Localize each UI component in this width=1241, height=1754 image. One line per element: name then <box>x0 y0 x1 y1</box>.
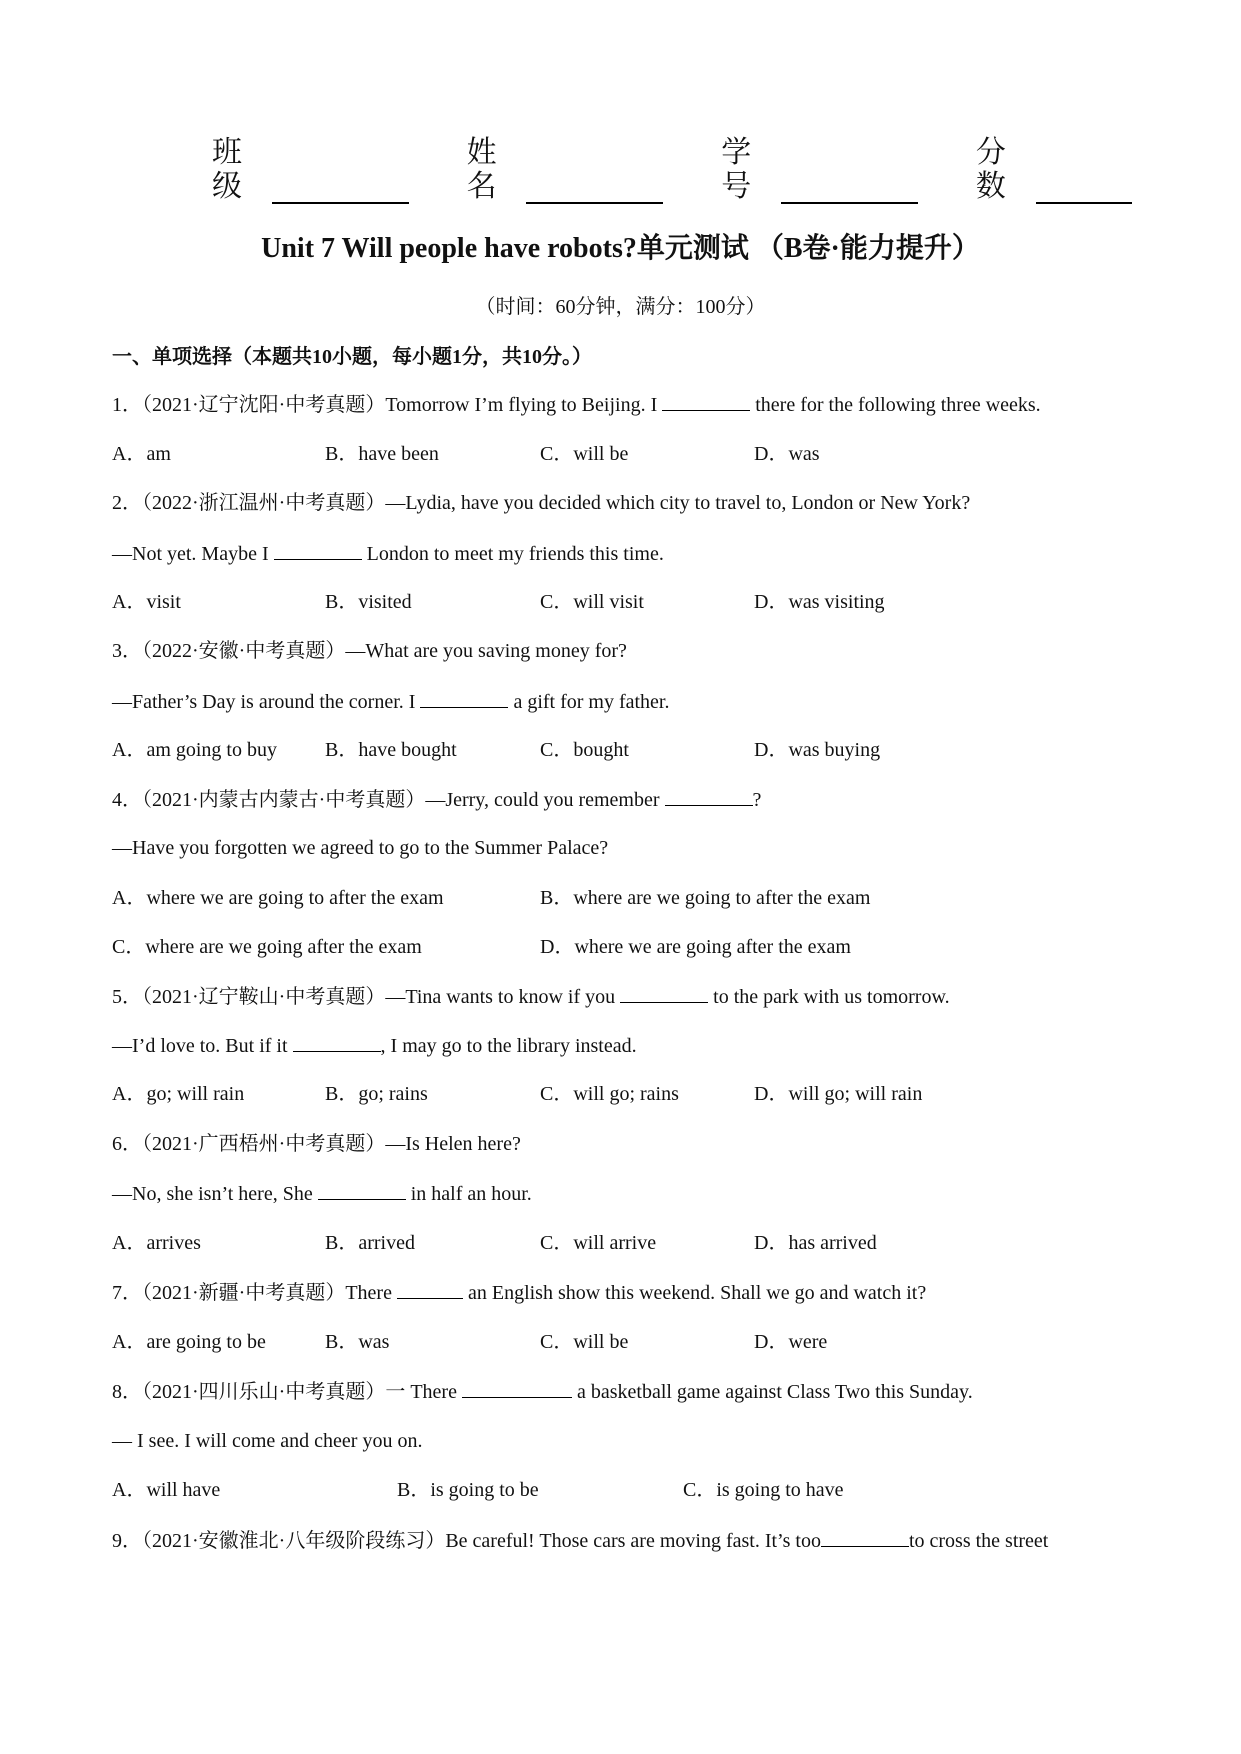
option-d[interactable]: D．where we are going after the exam <box>540 936 851 958</box>
option-b[interactable]: B．where are we going to after the exam <box>540 887 871 909</box>
option-d[interactable]: D．has arrived <box>754 1232 877 1254</box>
question-5 <box>112 982 950 1011</box>
option-c[interactable]: C．will arrive <box>540 1232 657 1254</box>
class-blank[interactable] <box>272 172 409 204</box>
question-3-reply <box>112 687 670 716</box>
option-c[interactable]: C．will be <box>540 443 629 465</box>
answer-blank[interactable] <box>397 1278 463 1299</box>
reply-text-end: a gift for my father. <box>508 691 670 713</box>
reply-text: —No, she isn’t here, She <box>112 1183 318 1205</box>
reply-text-end: , I may go to the library instead. <box>380 1035 637 1057</box>
question-stem-end: a basketball game against Class Two this Sunday. <box>571 1381 973 1403</box>
answer-blank[interactable] <box>662 390 750 411</box>
reply-text: —I’d love to. But if it <box>112 1035 293 1057</box>
question-4-reply <box>112 834 608 862</box>
reply-text: —Not yet. Maybe I <box>112 543 274 565</box>
question-5-reply <box>112 1031 637 1060</box>
question-stem-end: ? <box>752 789 762 811</box>
score-field[interactable] <box>976 136 1132 204</box>
question-source: （2021·辽宁沈阳·中考真题） <box>142 394 386 416</box>
class-label: 班级 <box>212 136 242 203</box>
question-source: （2021·辽宁鞍山·中考真题） <box>142 986 386 1008</box>
answer-blank[interactable] <box>620 982 708 1003</box>
answer-blank[interactable] <box>293 1031 381 1052</box>
option-a[interactable]: A．will have <box>112 1479 221 1501</box>
option-a[interactable]: A．arrives <box>112 1232 201 1254</box>
answer-blank[interactable] <box>462 1377 572 1398</box>
question-number: 7． <box>112 1282 142 1304</box>
question-number: 3． <box>112 640 142 662</box>
option-d[interactable]: D．will go; will rain <box>754 1083 923 1105</box>
option-a[interactable]: A．am going to buy <box>112 739 277 761</box>
student-id-field[interactable] <box>721 136 918 204</box>
option-b[interactable]: B．visited <box>325 591 412 613</box>
question-4 <box>112 785 761 814</box>
question-number: 4． <box>112 789 142 811</box>
question-source: （2021·四川乐山·中考真题） <box>142 1381 386 1403</box>
question-2 <box>112 489 970 517</box>
question-stem: 一 There <box>385 1381 462 1403</box>
reply-text: —Have you forgotten we agreed to go to the Summer Palace? <box>112 837 609 859</box>
question-source: （2021·内蒙古内蒙古·中考真题） <box>142 789 426 811</box>
answer-blank[interactable] <box>274 539 362 560</box>
option-b[interactable]: B．have bought <box>325 739 457 761</box>
reply-text: — I see. I will come and cheer you on. <box>112 1430 423 1452</box>
score-label: 分数 <box>975 136 1006 203</box>
option-c[interactable]: C．will visit <box>540 591 644 613</box>
question-stem: Tomorrow I’m flying to Beijing. I <box>385 394 663 416</box>
question-source: （2021·广西梧州·中考真题） <box>142 1133 386 1155</box>
answer-blank[interactable] <box>821 1526 909 1547</box>
question-stem-end: there for the following three weeks. <box>750 394 1041 416</box>
option-c[interactable]: C．is going to have <box>683 1479 844 1501</box>
question-9 <box>112 1526 1048 1555</box>
option-c[interactable]: C．where are we going after the exam <box>112 936 422 958</box>
option-d[interactable]: D．was buying <box>754 739 881 761</box>
option-c[interactable]: C．will be <box>540 1331 629 1353</box>
option-c[interactable]: C．bought <box>540 739 629 761</box>
student-id-label: 学号 <box>721 136 752 203</box>
question-7 <box>112 1278 926 1307</box>
section-heading: 一、单项选择（本题共10小题，每小题1分，共10分。） <box>112 346 592 368</box>
class-field[interactable] <box>212 136 409 204</box>
question-stem: —Jerry, could you remember <box>425 789 665 811</box>
question-8 <box>112 1377 973 1406</box>
page-title: Unit 7 Will people have robots?单元测试 （B卷·能力提升） <box>261 233 980 264</box>
question-number: 6． <box>112 1133 142 1155</box>
score-blank[interactable] <box>1036 172 1132 204</box>
name-blank[interactable] <box>526 172 663 204</box>
option-a[interactable]: A．where we are going to after the exam <box>112 887 444 909</box>
question-stem-end: to the park with us tomorrow. <box>708 986 950 1008</box>
question-stem: —Lydia, have you decided which city to travel to, London or New York? <box>385 492 971 514</box>
time-note: （时间：60分钟，满分：100分） <box>475 296 766 318</box>
option-b[interactable]: B．is going to be <box>397 1479 539 1501</box>
question-stem-end: to cross the street <box>908 1530 1049 1552</box>
option-c[interactable]: C．will go; rains <box>540 1083 679 1105</box>
question-number: 8． <box>112 1381 142 1403</box>
question-stem: There <box>345 1282 397 1304</box>
option-d[interactable]: D．was visiting <box>754 591 885 613</box>
option-b[interactable]: B．go; rains <box>325 1083 428 1105</box>
question-1 <box>112 390 1041 419</box>
question-number: 9． <box>112 1530 142 1552</box>
option-b[interactable]: B．arrived <box>325 1232 415 1254</box>
option-a[interactable]: A．go; will rain <box>112 1083 245 1105</box>
name-field[interactable] <box>467 136 664 204</box>
option-a[interactable]: A．am <box>112 443 171 465</box>
reply-text-end: London to meet my friends this time. <box>361 543 664 565</box>
question-source: （2021·安徽淮北·八年级阶段练习） <box>142 1530 446 1552</box>
option-a[interactable]: A．visit <box>112 591 181 613</box>
answer-blank[interactable] <box>665 785 753 806</box>
question-3 <box>112 637 627 665</box>
question-number: 5． <box>112 986 142 1008</box>
option-d[interactable]: D．was <box>754 443 820 465</box>
question-source: （2022·浙江温州·中考真题） <box>142 492 386 514</box>
question-stem-end: an English show this weekend. Shall we go and watch it? <box>462 1282 927 1304</box>
question-6-reply <box>112 1179 532 1208</box>
name-label: 姓名 <box>466 136 497 203</box>
question-source: （2021·新疆·中考真题） <box>142 1282 346 1304</box>
question-6 <box>112 1130 521 1158</box>
student-info-row <box>212 136 1132 204</box>
question-stem: —Tina wants to know if you <box>385 986 621 1008</box>
reply-text: —Father’s Day is around the corner. I <box>112 691 421 713</box>
question-stem: Be careful! Those cars are moving fast. It’s too <box>445 1530 821 1552</box>
question-number: 1． <box>112 394 142 416</box>
answer-blank[interactable] <box>420 687 508 708</box>
answer-blank[interactable] <box>318 1179 406 1200</box>
question-2-reply <box>112 539 664 568</box>
reply-text-end: in half an hour. <box>405 1183 532 1205</box>
question-source: （2022·安徽·中考真题） <box>142 640 346 662</box>
option-a[interactable]: A．are going to be <box>112 1331 266 1353</box>
question-stem: —What are you saving money for? <box>345 640 627 662</box>
option-b[interactable]: B．was <box>325 1331 390 1353</box>
option-d[interactable]: D．were <box>754 1331 828 1353</box>
question-number: 2． <box>112 492 142 514</box>
question-8-reply <box>112 1427 422 1455</box>
option-b[interactable]: B．have been <box>325 443 439 465</box>
question-stem: —Is Helen here? <box>385 1133 521 1155</box>
student-id-blank[interactable] <box>781 172 918 204</box>
